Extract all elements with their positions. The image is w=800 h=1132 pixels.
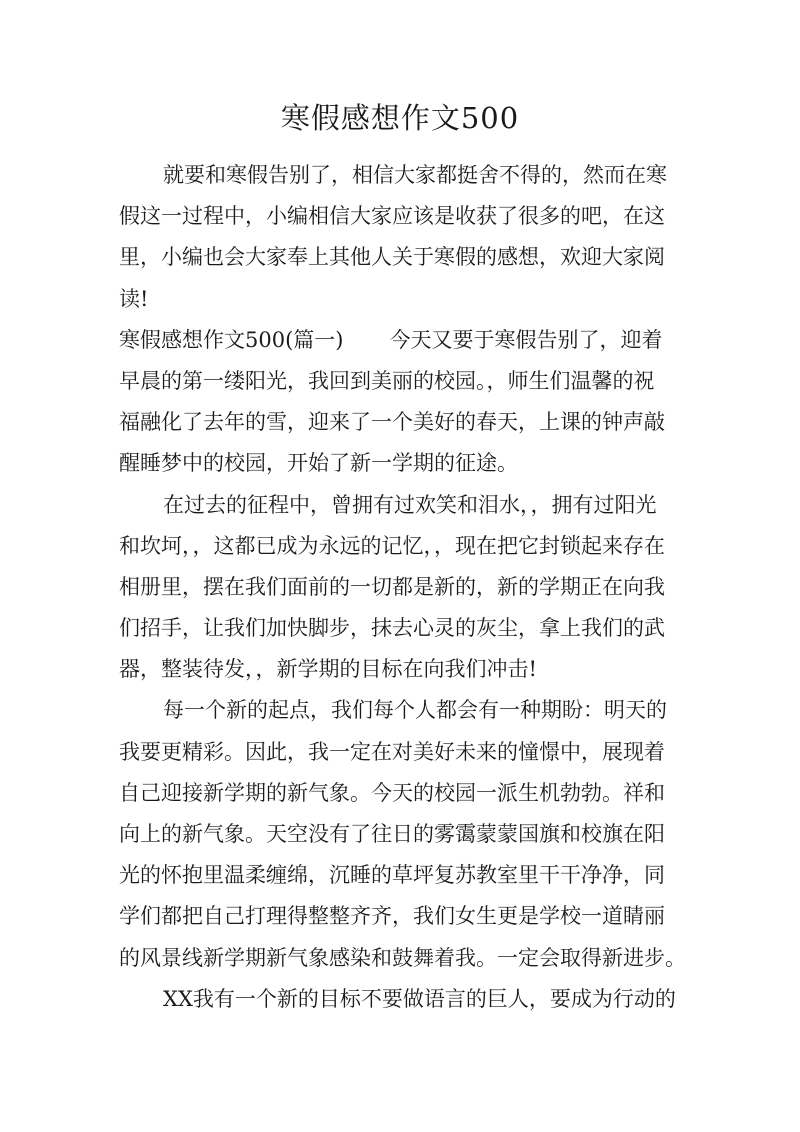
text-line: 假这一过程中，小编相信大家应该是收获了很多的吧，在这 (119, 204, 665, 229)
document-title: 寒假感想作文500 (280, 101, 520, 135)
document-body (119, 155, 685, 1020)
text-line: 就要和寒假告别了，相信大家都挺舍不得的，然而在寒 (163, 163, 667, 187)
text-line: 向上的新气象。天空没有了往日的雾霭蒙蒙国旗和校旗在阳 (119, 822, 665, 846)
text-line: 读! (119, 286, 149, 311)
text-line: 里，小编也会大家奉上其他人关于寒假的感想，欢迎大家阅 (119, 245, 665, 270)
text-line: 今天又要于寒假告别了，迎着 (389, 327, 663, 352)
text-line: 在过去的征程中，曾拥有过欢笑和泪水，，拥有过阳光 (163, 492, 657, 517)
text-line: 和坎坷，，这都已成为永远的记忆，，现在把它封锁起来存在 (119, 533, 665, 558)
text-line: 每一个新的起点，我们每个人都会有一种期盼：明天的 (163, 698, 667, 723)
section-heading: 寒假感想作文500(篇一) (119, 327, 344, 352)
text-line: 光的怀抱里温柔缠绵，沉睡的草坪复苏教室里干干净净，同 (119, 863, 665, 888)
text-line: 自己迎接新学期的新气象。今天的校园一派生机勃勃。祥和 (119, 780, 665, 805)
text-line: 相册里，摆在我们面前的一切都是新的，新的学期正在向我 (119, 574, 665, 599)
text-line: XX我有一个新的目标不要做语言的巨人，要成为行动的 (163, 986, 676, 1011)
text-line: 的风景线新学期新气象感染和鼓舞着我。一定会取得新进步。 (119, 945, 686, 970)
text-line: 器，整装待发，，新学期的目标在向我们冲击! (119, 657, 537, 682)
text-line: 醒睡梦中的校园，开始了新一学期的征途。 (119, 451, 518, 476)
text-line: 学们都把自己打理得整整齐齐，我们女生更是学校一道睛丽 (119, 904, 665, 929)
text-line: 我要更精彩。因此，我一定在对美好未来的憧憬中，展现着 (119, 739, 665, 764)
text-line: 们招手，让我们加快脚步，抹去心灵的灰尘，拿上我们的武 (119, 616, 665, 641)
section-heading-line (119, 320, 685, 361)
text-line: 福融化了去年的雪，迎来了一个美好的春天，上课的钟声敲 (119, 410, 665, 435)
text-line: 早晨的第一缕阳光，我回到美丽的校园。，师生们温馨的祝 (119, 368, 655, 393)
